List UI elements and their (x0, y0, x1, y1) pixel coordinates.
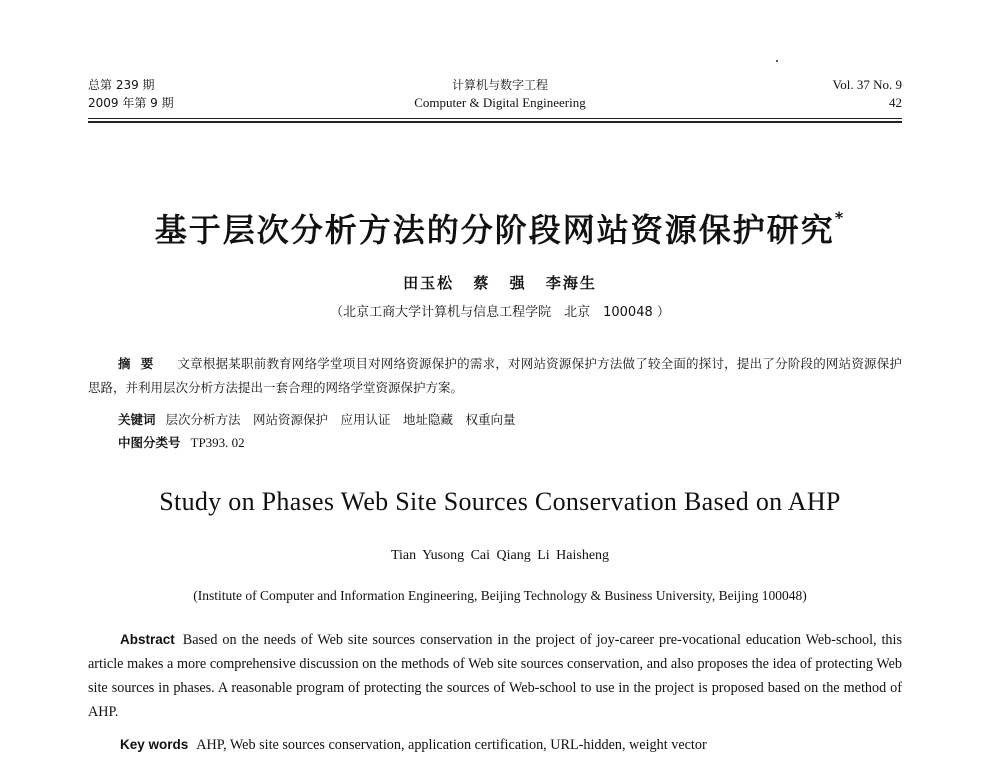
paper-title-cn (0, 196, 1000, 252)
classification-value: TP393. 02 (190, 435, 245, 450)
keywords-cn-label: 关键词 (118, 412, 156, 427)
abstract-en (88, 628, 902, 724)
classification-cn (118, 433, 245, 453)
keywords-cn (118, 410, 516, 430)
abstract-cn-label: 摘要 (118, 356, 164, 371)
header-rule-thin (88, 118, 902, 119)
issue-year: 2009 年第 9 期 (88, 96, 174, 110)
affiliation-en: (Institute of Computer and Information Engineering, Beijing Technology & Business University, Beijing 100048) (193, 588, 807, 603)
volume: Vol. 37 No. 9 (832, 77, 902, 92)
abstract-cn (88, 352, 902, 400)
issue-total: 总第 239 期 (88, 78, 155, 92)
paper-title-en: Study on Phases Web Site Sources Conservation Based on AHP (159, 487, 841, 516)
header-volume-info (833, 76, 902, 112)
affiliation-cn: （北京工商大学计算机与信息工程学院 北京 100048 ） (330, 305, 670, 320)
classification-label: 中图分类号 (118, 435, 181, 450)
header-rule-thick (88, 121, 902, 123)
abstract-en-label: Abstract (120, 632, 175, 647)
authors-en: Tian Yusong Cai Qiang Li Haisheng (390, 548, 610, 563)
journal-name-cn: 计算机与数字工程 (451, 78, 548, 92)
keywords-en-text: AHP, Web site sources conservation, application certification, URL-hidden, weight vector (196, 737, 707, 753)
journal-name-en: Computer & Digital Engineering (414, 95, 586, 110)
keywords-en (120, 734, 707, 756)
abstract-en-text: Based on the needs of Web site sources conservation in the project of joy-career pre-vocational education Web-school, this article makes a more comprehensive discussion on the methods of Web site sources conservation, and also proposes the idea of protecting Web site sources in phases. A reasonable program of protecting the sources of Web-school to use in the project is proposed based on the method of AHP. (88, 632, 902, 720)
abstract-cn-text: 文章根据某职前教育网络学堂项目对网络资源保护的需求，对网站资源保护方法做了较全面的探讨，提出了分阶段的网站资源保护思路，并利用层次分析方法提出一套合理的网络学堂资源保护方案。 (88, 356, 902, 395)
authors-cn: 田玉松 蔡 强 李海生 (403, 274, 597, 292)
title-footnote-mark: * (834, 208, 846, 227)
scan-speck (776, 60, 778, 62)
page-number: 42 (889, 95, 902, 110)
keywords-en-label: Key words (120, 737, 189, 752)
title-cn-text: 基于层次分析方法的分阶段网站资源保护研究 (154, 211, 835, 249)
keywords-cn-text: 层次分析方法 网站资源保护 应用认证 地址隐藏 权重向量 (165, 412, 516, 427)
